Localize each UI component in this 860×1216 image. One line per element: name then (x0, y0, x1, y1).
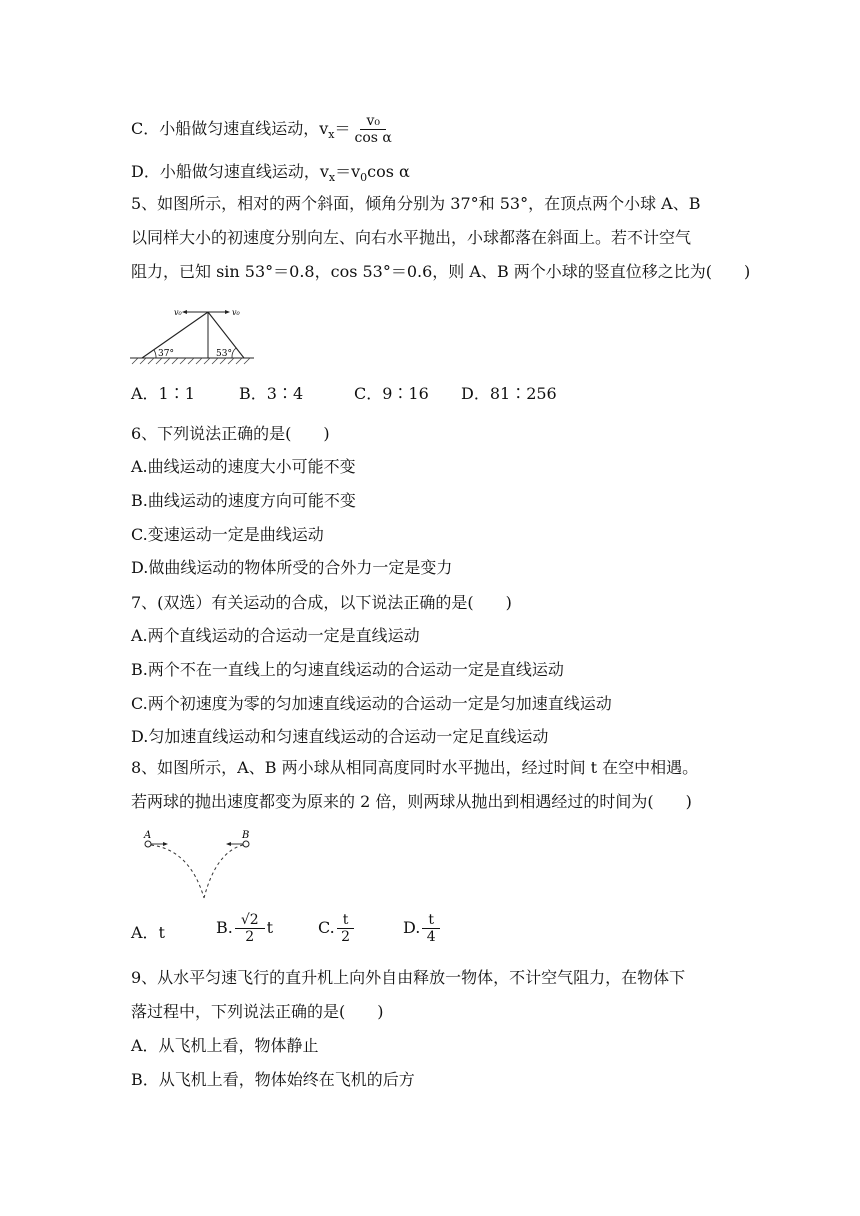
q4-option-c: C．小船做匀速直线运动，$v_x=$ $\frac{\text{v₀}}{\text{cos α}}$ (131, 113, 392, 146)
arrow-right-icon (225, 310, 230, 314)
trajectory-a (151, 845, 204, 898)
q8-stem-line-1: 8、如图所示，A、B 两小球从相同高度同时水平抛出，经过时间 t 在空中相遇。 (131, 758, 699, 777)
q5-stem-line-2: 以同样大小的初速度分别向左、向右水平抛出，小球都落在斜面上。若不计空气 (131, 228, 692, 247)
q8-option-a: A．t (131, 923, 165, 942)
q8-projectile-figure (140, 826, 256, 904)
q8-option-b: B. $\frac{√2}{2}$ t (216, 912, 274, 945)
q6-option-b: B.曲线运动的速度方向可能不变 (131, 491, 356, 510)
q5-option-c: C．9∶16 (354, 384, 429, 403)
left-incline (142, 312, 208, 358)
q9-option-b: B．从飞机上看，物体始终在飞机的后方 (131, 1070, 415, 1089)
q9-option-a: A．从飞机上看，物体静止 (131, 1036, 319, 1055)
q9-stem-line-1: 9、从水平匀速飞行的直升机上向外自由释放一物体，不计空气阻力，在物体下 (131, 968, 686, 987)
q5-option-b: B．3∶4 (239, 384, 304, 403)
trajectory-b (204, 845, 243, 898)
q8-option-d: D. $\frac{t}{4}$ (403, 912, 442, 945)
q8-option-c: C. $\frac{t}{2}$ (318, 912, 356, 945)
ground-hatch (132, 358, 250, 364)
q7-option-d: D.匀加速直线运动和匀速直线运动的合运动一定足直线运动 (131, 727, 549, 746)
fraction: $\frac{t}{2}$ (337, 912, 355, 945)
q6-option-d: D.做曲线运动的物体所受的合外力一定是变力 (131, 558, 453, 577)
fraction: $\frac{√2}{2}$ (235, 912, 265, 945)
q6-option-c: C.变速运动一定是曲线运动 (131, 525, 324, 544)
q6-stem: 6、下列说法正确的是( ) (131, 424, 330, 443)
fraction: $\frac{t}{4}$ (422, 912, 440, 945)
q4-option-d: D．小船做匀速直线运动，$v_x=v_0\cos$ α (131, 162, 410, 185)
ball-a-label: A (144, 830, 152, 841)
arrow-left-icon (226, 842, 231, 846)
angle-53-label: 53° (216, 349, 232, 359)
q5-option-d: D．81∶256 (461, 384, 557, 403)
v0-right-label: v₀ (232, 308, 240, 317)
q5-stem-line-3: 阻力，已知 sin 53°＝0.8，cos 53°＝0.6，则 A、B 两个小球的竖直位移之比为( ) (131, 262, 751, 281)
q8-stem-line-2: 若两球的抛出速度都变为原来的 2 倍，则两球从抛出到相遇经过的时间为( ) (131, 792, 692, 811)
q9-stem-line-2: 落过程中，下列说法正确的是( ) (131, 1002, 384, 1021)
q5-stem-line-1: 5、如图所示，相对的两个斜面，倾角分别为 37°和 53°，在顶点两个小球 A、B (131, 194, 701, 213)
angle-37-label: 37° (158, 349, 174, 359)
q5-option-a: A．1∶1 (131, 384, 195, 403)
q7-stem: 7、(双选）有关运动的合成，以下说法正确的是( ) (131, 593, 512, 612)
fraction: $\frac{\text{v₀}}{\text{cos α}}$ (354, 113, 392, 146)
q7-option-c: C.两个初速度为零的匀加速直线运动的合运动一定是匀加速直线运动 (131, 694, 612, 713)
q6-option-a: A.曲线运动的速度大小可能不变 (131, 457, 356, 476)
q7-option-a: A.两个直线运动的合运动一定是直线运动 (131, 626, 420, 645)
ball-b (243, 841, 249, 847)
ball-b-label: B (242, 830, 250, 841)
q7-option-b: B.两个不在一直线上的匀速直线运动的合运动一定是直线运动 (131, 660, 564, 679)
ball-a (145, 841, 151, 847)
v0-left-label: v₀ (174, 308, 182, 317)
arrow-left-icon (182, 310, 187, 314)
q5-incline-figure (128, 300, 258, 366)
arrow-right-icon (163, 842, 168, 846)
